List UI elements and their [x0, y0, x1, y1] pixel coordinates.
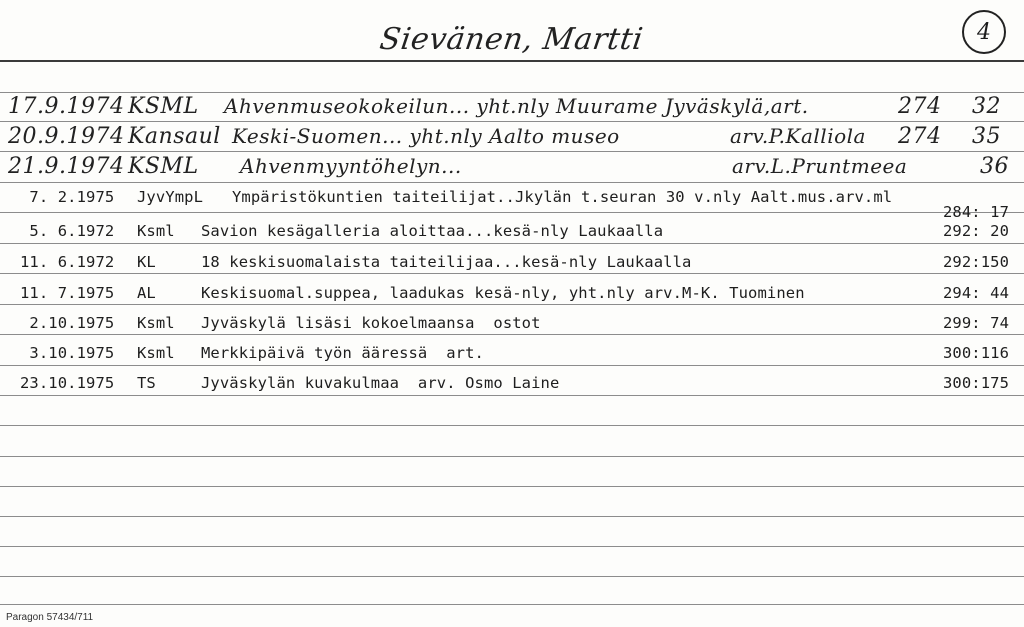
typed-row-text: Jyväskylä lisäsi kokoelmaansa ostot: [201, 314, 541, 332]
typed-row-source: Ksml: [137, 314, 175, 332]
typed-row-ref: 299: 74: [943, 314, 1010, 332]
ruled-line: [0, 576, 1024, 577]
hw-row-text: Ahvenmyyntöhelyn...: [240, 154, 462, 178]
typed-row-text: Keskisuomal.suppea, laadukas kesä-nly, yht.nly arv.M-K. Tuominen: [201, 284, 805, 302]
ruled-line: [0, 182, 1024, 183]
hw-row-date: 17.9.1974: [8, 94, 125, 119]
typed-row-source: KL: [137, 253, 156, 271]
hw-row-text: Keski-Suomen... yht.nly Aalto museo: [232, 124, 620, 148]
ruled-line: [0, 212, 1024, 213]
typed-row-date: 2.10.1975: [20, 314, 115, 332]
ruled-line: [0, 486, 1024, 487]
hw-row-text: Ahvenmuseokokeilun... yht.nly Muurame Jyväskylä,art.: [224, 94, 809, 118]
hw-row-source: Kansaul: [128, 124, 221, 149]
hw-row-vol: 274: [898, 94, 942, 119]
ruled-line: [0, 395, 1024, 396]
typed-row-ref: 300:175: [943, 374, 1010, 392]
typed-row-date: 5. 6.1972: [20, 222, 115, 240]
ruled-line: [0, 334, 1024, 335]
typed-row-date: 23.10.1975: [20, 374, 115, 392]
ruled-line: [0, 365, 1024, 366]
typed-row-source: Ksml: [137, 344, 175, 362]
hw-row-source: KSML: [128, 154, 199, 179]
typed-row-date: 11. 6.1972: [20, 253, 115, 271]
hw-row-ref: arv.P.Kalliola: [730, 124, 866, 148]
ruled-line: [0, 151, 1024, 152]
hw-row-page: 36: [980, 154, 1009, 179]
typed-row-ref: 292:150: [943, 253, 1010, 271]
ruled-line: [0, 425, 1024, 426]
ruled-line: [0, 516, 1024, 517]
hw-row-page: 32: [972, 94, 1001, 119]
ruled-line: [0, 456, 1024, 457]
typed-row-source: AL: [137, 284, 156, 302]
card-number: 4: [977, 19, 991, 45]
hw-row-ref: arv.L.Pruntmeea: [732, 154, 908, 178]
ruled-line: [0, 546, 1024, 547]
typed-row-source: Ksml: [137, 222, 175, 240]
typed-row-date: 11. 7.1975: [20, 284, 115, 302]
hw-row-vol: 274: [898, 124, 942, 149]
typed-row-text: Ympäristökuntien taiteilijat..Jkylän t.seuran 30 v.nly Aalt.mus.arv.ml: [232, 188, 893, 206]
typed-row-text: Merkkipäivä työn ääressä art.: [201, 344, 484, 362]
typed-row-text: Savion kesägalleria aloittaa...kesä-nly Laukaalla: [201, 222, 664, 240]
hw-row-source: KSML: [128, 94, 199, 119]
hw-row-page: 35: [972, 124, 1001, 149]
typed-row-ref: 300:116: [943, 344, 1010, 362]
hw-row-date: 20.9.1974: [8, 124, 125, 149]
ruled-line: [0, 243, 1024, 244]
card-footer: Paragon 57434/711: [6, 612, 94, 623]
header-rule: [0, 60, 1024, 62]
typed-row-ref: 292: 20: [943, 222, 1010, 240]
card-title: Sievänen, Martti: [377, 22, 646, 57]
ruled-line: [0, 604, 1024, 605]
ruled-line: [0, 92, 1024, 93]
ruled-line: [0, 273, 1024, 274]
typed-row-text: Jyväskylän kuvakulmaa arv. Osmo Laine: [201, 374, 560, 392]
typed-row-date: 3.10.1975: [20, 344, 115, 362]
typed-row-date: 7. 2.1975: [20, 188, 115, 206]
ruled-line: [0, 121, 1024, 122]
typed-row-source: TS: [137, 374, 156, 392]
ruled-line: [0, 304, 1024, 305]
typed-row-text: 18 keskisuomalaista taiteilijaa...kesä-nly Laukaalla: [201, 253, 692, 271]
typed-row-source: JyvYmpL: [137, 188, 204, 206]
typed-row-ref: 294: 44: [943, 284, 1010, 302]
card-number-circle: [962, 10, 1006, 54]
hw-row-date: 21.9.1974: [8, 154, 125, 179]
typed-row-ref: 284: 17: [943, 203, 1010, 221]
